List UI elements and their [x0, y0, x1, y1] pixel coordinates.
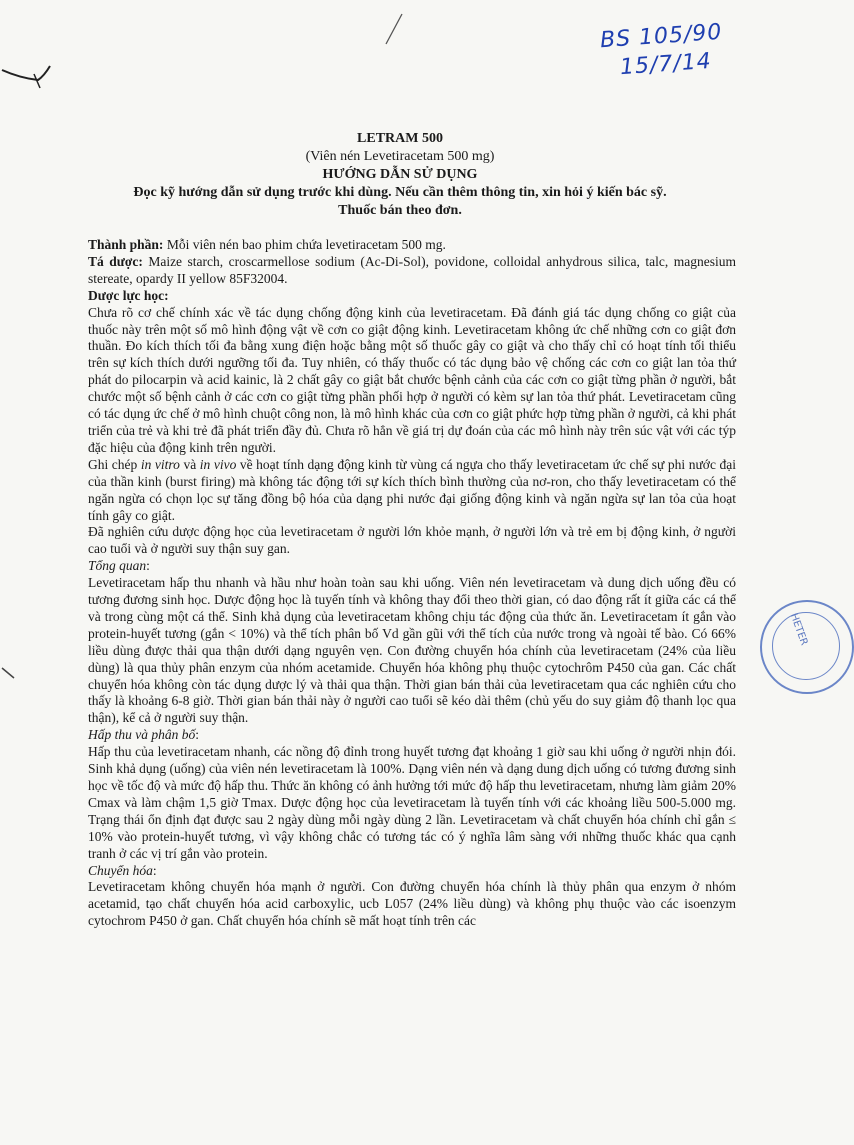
absorption-paragraph: Hấp thu của levetiracetam nhanh, các nồng độ đỉnh trong huyết tương đạt khoảng 1 giờ sau khi uống ở người nhịn đói. Sinh khả dụng (uống) của viên nén levetiracetam là 100%. Dạng viên nén và dạng dung dịch uống có tương đương sinh học về tốc độ và mức độ hấp thu. Thức ăn không có ảnh hưởng tới mức độ hấp thu levetiracetam, nhưng làm giảm 20% Cmax và làm chậm 1,5 giờ Tmax. Dược động học của levetiracetam là tuyến tính với các khoảng liều 500-5.000 mg. Trạng thái ổn định đạt được sau 2 ngày dùng mỗi ngày dùng 2 lần. Levetiracetam và chất chuyển hóa chính chỉ gắn ≤ 10% vào protein-huyết tương, vì vậy không chắc có tương tác có ý nghĩa lâm sàng với những thuốc khác qua cạnh tranh ở các vị trí gắn vào protein. [88, 744, 736, 861]
stamp-inner-ring [772, 612, 840, 680]
document-heading: HƯỚNG DẪN SỬ DỤNG [322, 167, 478, 182]
pharmacodynamics-paragraph-1: Chưa rõ cơ chế chính xác về tác dụng chống động kinh của levetiracetam. Đã đánh giá tác dụng chống co giật của thuốc này trên một số mô hình động vật về cơn co giật động kinh. Levetiracetam không ức chế những cơn co giật đơn thuần. Đo kích thích tối đa bằng xung điện hoặc bằng một số thuốc gây co giật và cho thấy chỉ có hoạt tính tối thiểu trên sự kích thích dưới ngưỡng tối đa. Tuy nhiên, có thấy thuốc có tác dụng bảo vệ chống các cơn co giật lan tỏa thứ phát do pilocarpin và acid kainic, là 2 chất gây co giật bắt chước bệnh cảnh của các cơn co giật từng phần ở người, bắt chước một số bệnh cảnh ở các cơn co giật từng phần phối hợp ở người có kèm sự lan tỏa thứ phát. Levetiracetam cũng có tác dụng ức chế ở mô hình chuột công non, là mô hình khác của cơn co giật phức hợp từng phần ở người, cả khi phát triển của trẻ và khi trẻ đã phát triển đầy đủ. Chưa rõ hẳn về giá trị dự đoán của các mô hình này trên súc vật với các týp đặc hiệu của động kinh trên người. [88, 304, 736, 455]
pen-mark-margin [0, 660, 20, 690]
overview-paragraph: Levetiracetam hấp thu nhanh và hầu như hoàn toàn sau khi uống. Viên nén levetiracetam và dung dịch uống đều có tương đương sinh học. Dược động học là tuyến tính và không thay đổi theo thời gian, có dao động rất ít giữa các cá thể và trong cùng một cá thể. Sinh khả dụng của levetiracetam không chịu tác động của thức ăn. Levetiracetam ít gắn vào protein-huyết tương (gắn < 10%) và thể tích phân bố Vd gần gũi với thể tích của nước trong và ngoài tế bào. Có 66% liều dùng được thải qua thận dưới dạng nguyên vẹn. Con đường chuyển hóa chính của levetiracetam (24% của liều dùng) là qua thủy phân enzym của nhóm acetamide. Chuyển hóa không phụ thuộc cytochrôm P450 của gan. Các chất chuyển hóa không còn tác dụng dược lý và thải qua thận. Thời gian bán thải của levetiracetam qua các nghiên cứu cho thấy là khoảng 6-8 giờ. Thời gian bán thải này ở người cao tuổi sẽ kéo dài thêm (chủ yếu do suy giảm độ thanh lọc qua thận), kể cả ở người suy thận. [88, 575, 736, 726]
in-vitro-term: in vitro [140, 456, 180, 472]
composition-label: Thành phần: [88, 237, 164, 252]
document-subtitle: (Viên nén Levetiracetam 500 mg) [305, 149, 495, 164]
document-header [80, 130, 720, 220]
excipients-label: Tá dược: [88, 253, 143, 269]
composition-paragraph [88, 237, 736, 254]
stamp-seal [760, 600, 854, 694]
pharmacodynamics-paragraph-3: Đã nghiên cứu dược động học của levetiracetam ở người lớn khỏe mạnh, ở người lớn và trẻ em bị động kinh, ở người cao tuổi và ở người suy thận suy gan. [88, 524, 736, 557]
metabolism-colon: : [152, 862, 157, 878]
absorption-label: Hấp thu và phân bố [88, 727, 196, 743]
document-title: LETRAM 500 [357, 131, 443, 146]
absorption-colon: : [195, 727, 200, 743]
stamp-text: HETER [787, 612, 810, 647]
pen-mark-slash [380, 10, 410, 50]
text-run: về hoạt tính dạng động kinh từ vùng cá ngựa cho thấy levetiracetam ức chế sự phi nước đại của thần kinh (burst firing) mà không tác động tới sự kích thích bình thường của nơ-ron, cho thấy levetiracetam có thể ngăn ngừa có chọn lọc sự tăng đồng bộ hóa của dạng phi nước đại giống động kinh và ngăn ngừa sự lan tỏa của hoạt tính gây co giật. [88, 456, 736, 523]
text-run: Ghi chép [88, 456, 141, 472]
absorption-heading [88, 727, 736, 744]
composition-text: Mỗi viên nén bao phim chứa levetiracetam 500 mg. [163, 237, 446, 252]
pharmacodynamics-heading: Dược lực học: [88, 287, 169, 303]
pen-mark-left [0, 30, 80, 100]
usage-warning: Đọc kỹ hướng dẫn sử dụng trước khi dùng. Nếu cần thêm thông tin, xin hỏi ý kiến bác sỹ. [133, 185, 667, 200]
text-run: và [179, 456, 200, 472]
in-vivo-term: in vivo [199, 456, 237, 472]
handwritten-note-2: 15/7/14 [619, 48, 713, 81]
metabolism-heading [88, 863, 736, 880]
metabolism-paragraph: Levetiracetam không chuyển hóa mạnh ở người. Con đường chuyển hóa chính là thủy phân qua enzym ở nhóm acetamid, tạo chất chuyển hóa acid carboxylic, ucb L057 (24% liều dùng) và không phụ thuộc vào các isoenzym cytochrom P450 ở gan. Chất chuyển hóa chính sẽ mất hoạt tính trên các [88, 879, 736, 929]
prescription-note: Thuốc bán theo đơn. [338, 203, 462, 218]
overview-heading [88, 558, 736, 575]
excipients-paragraph [88, 254, 736, 288]
handwritten-note-1: BS 105/90 [599, 19, 724, 54]
excipients-text: Maize starch, croscarmellose sodium (Ac-Di-Sol), povidone, colloidal anhydrous silica, talc, magnesium stereate, opardy II yellow 85F32004. [88, 253, 736, 286]
overview-colon: : [146, 558, 150, 574]
document-body [88, 237, 736, 930]
metabolism-label: Chuyển hóa [88, 862, 153, 878]
overview-label: Tổng quan [88, 558, 147, 574]
pharmacodynamics-paragraph-2 [88, 457, 736, 525]
